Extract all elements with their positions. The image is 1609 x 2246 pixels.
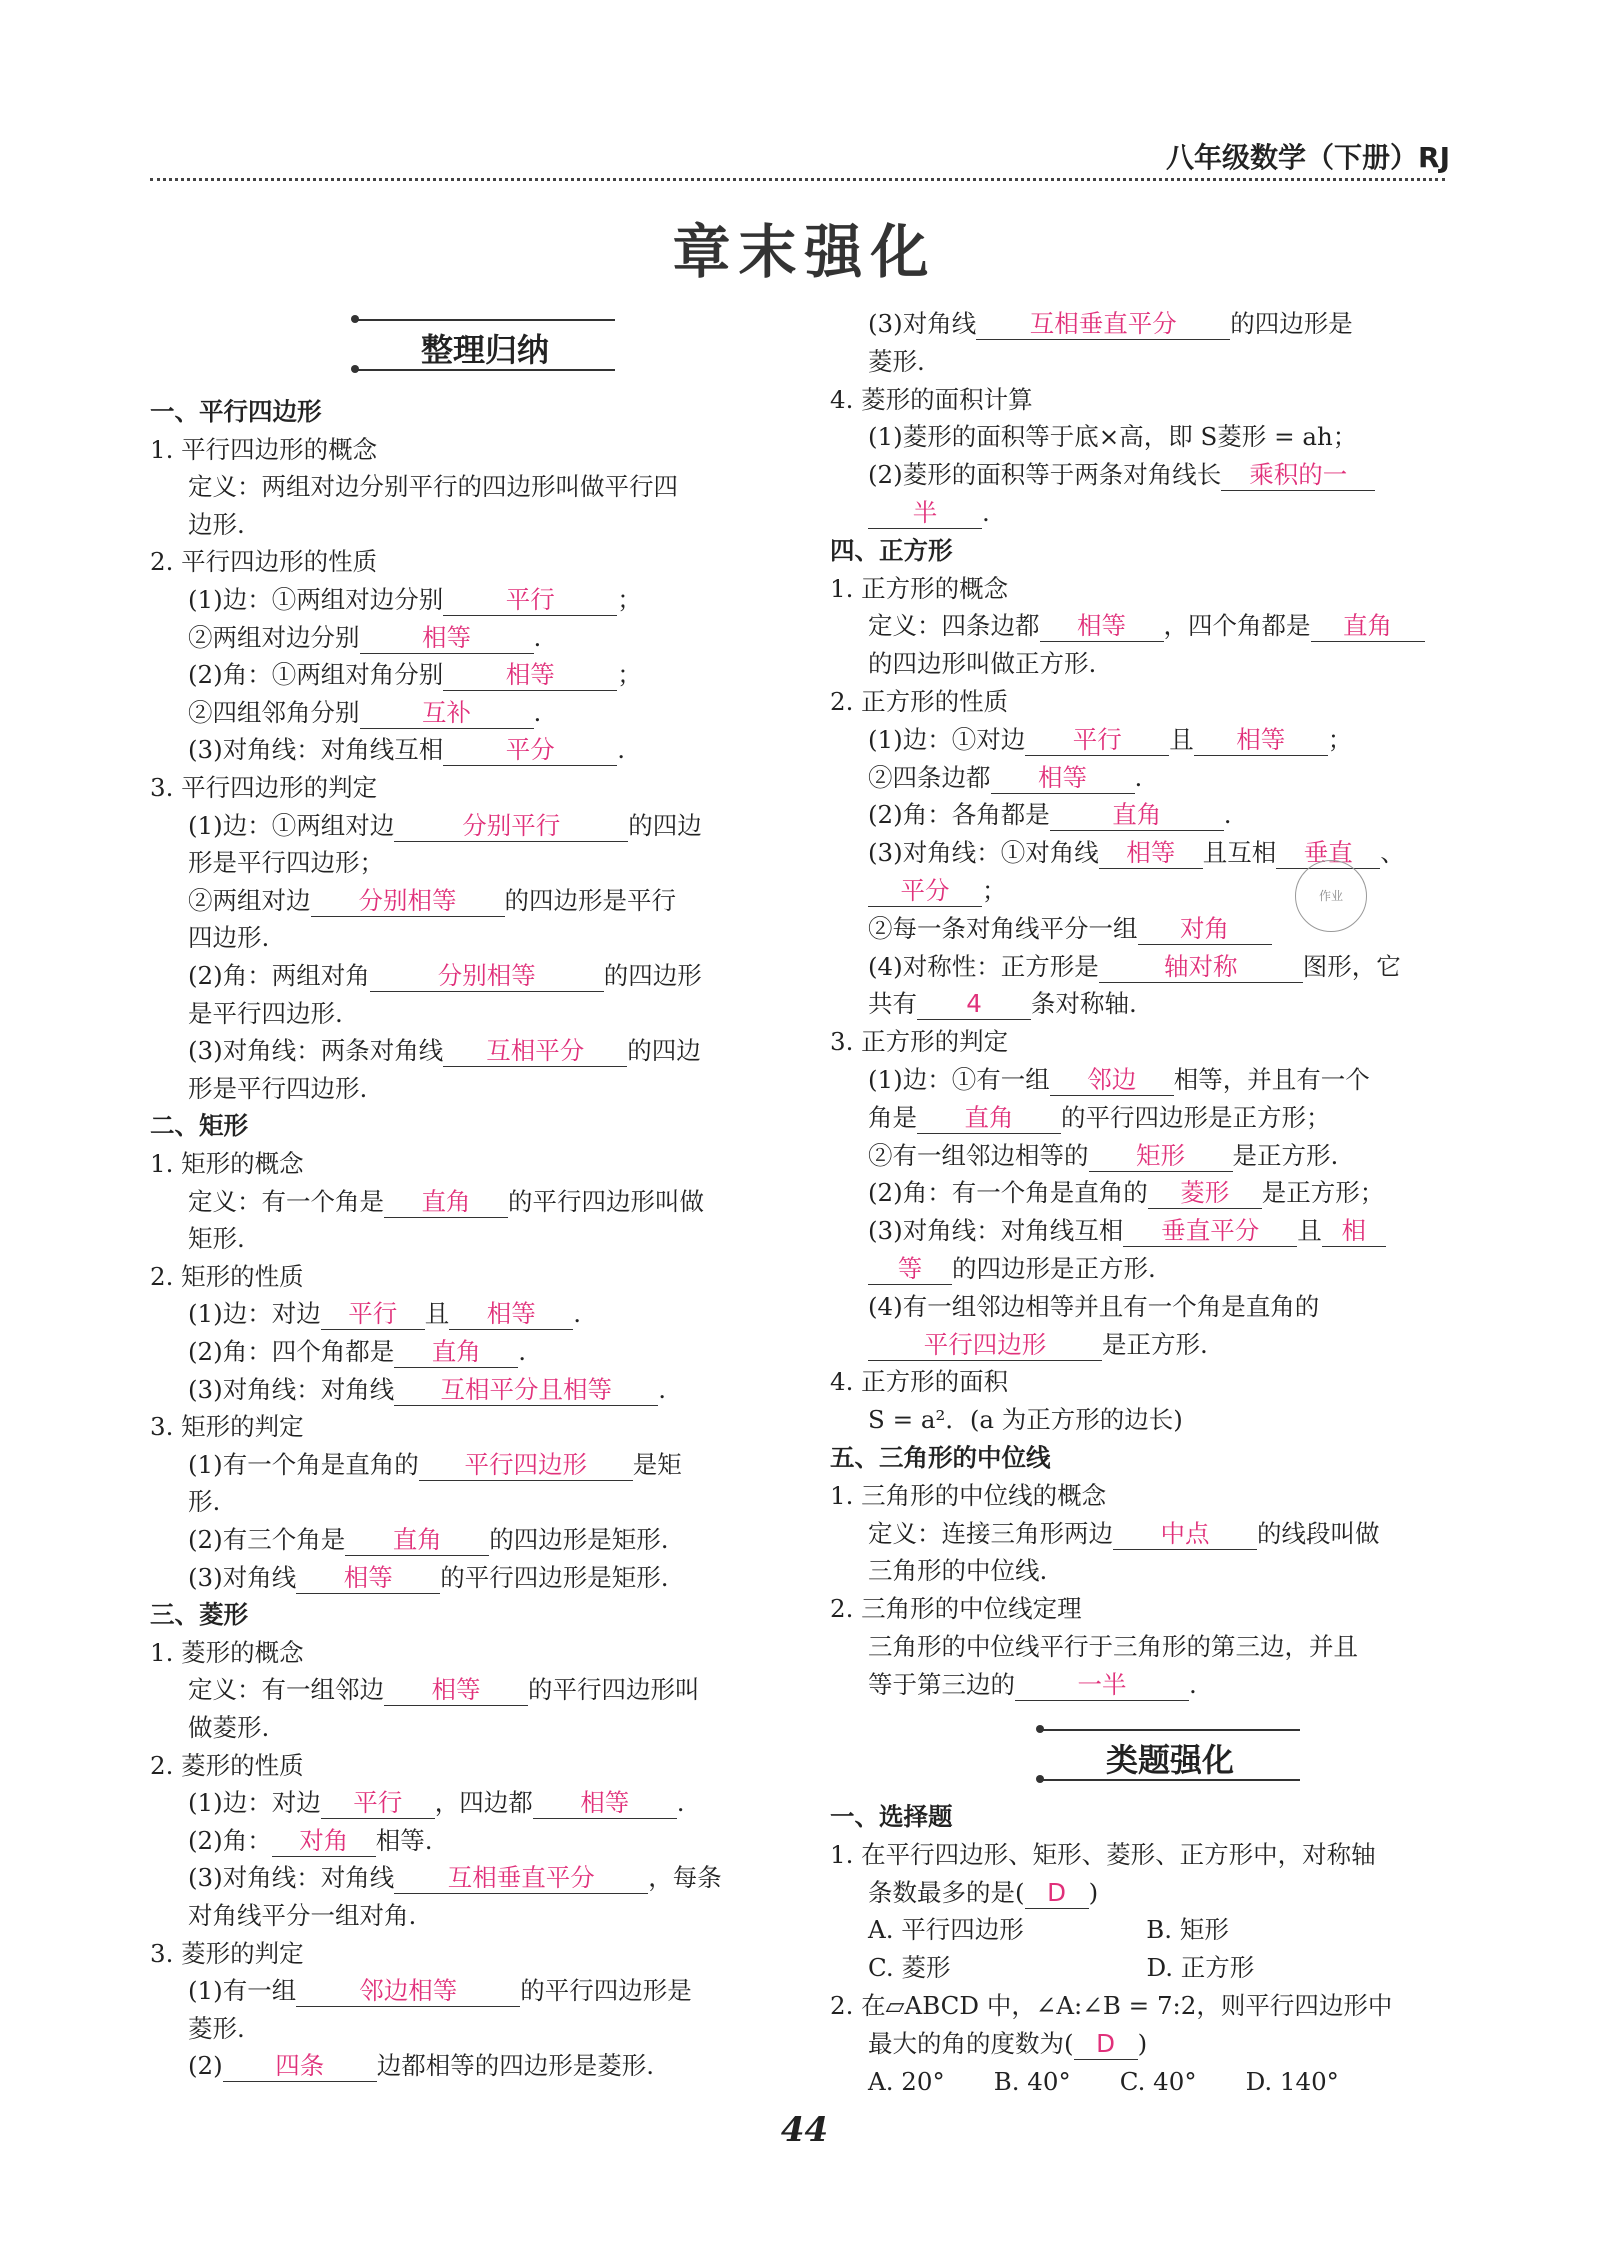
line-text: 3. 矩形的判定 xyxy=(150,1412,304,1442)
fill-blank-line xyxy=(150,884,676,918)
line-text: 二、矩形 xyxy=(150,1111,248,1141)
line-text: (2)菱形的面积等于两条对角线长 xyxy=(868,460,1222,490)
line-text: 一、选择题 xyxy=(830,1802,953,1831)
line-text: 2. 矩形的性质 xyxy=(150,1261,304,1291)
line-text: . xyxy=(518,1337,527,1366)
answer-blank: 平行四边形 xyxy=(868,1330,1102,1361)
line-text: 的四边 xyxy=(627,1036,701,1066)
line-text: 菱形. xyxy=(188,2013,245,2043)
answer-blank: 4 xyxy=(917,989,1031,1020)
line-text: . xyxy=(658,1374,667,1404)
line-text: . xyxy=(1134,762,1143,792)
line-text: ②四条边都 xyxy=(868,762,991,792)
line-text: (3)对角线：①对角线 xyxy=(868,838,1099,868)
fill-blank-line xyxy=(830,1517,1380,1551)
line-text: 的四边形是矩形. xyxy=(489,1525,669,1554)
section-heading xyxy=(830,1441,1051,1475)
line-text: (1)边：对边 xyxy=(188,1299,321,1329)
section-heading xyxy=(830,1800,953,1834)
answer-blank: 平分 xyxy=(443,735,617,766)
line-text: 的四边形叫做正方形. xyxy=(868,649,1097,679)
line-text: (2)角：各角都是 xyxy=(868,800,1050,830)
text-line xyxy=(150,771,377,805)
answer-blank: 互相垂直平分 xyxy=(394,1863,648,1894)
answer-blank: 相等 xyxy=(296,1563,440,1594)
fill-blank-line xyxy=(150,1373,666,1407)
fill-blank-line xyxy=(830,458,1375,492)
line-text: 形是平行四边形； xyxy=(188,848,384,878)
line-text: 且 xyxy=(424,1299,450,1329)
answer-blank: 直角 xyxy=(1050,800,1224,831)
text-line xyxy=(830,1554,1047,1588)
answer-blank: 互相平分且相等 xyxy=(394,1375,658,1406)
fill-blank-line xyxy=(830,1328,1208,1362)
text-line xyxy=(830,1479,1106,1513)
text-line xyxy=(830,647,1096,681)
line-text: (2)角：①两组对角分别 xyxy=(188,660,444,690)
answer-blank: 直角 xyxy=(917,1103,1061,1134)
line-text: 形是平行四边形. xyxy=(188,1073,368,1103)
line-text: ，四边都 xyxy=(434,1788,533,1818)
line-text: 1. 矩形的概念 xyxy=(150,1149,304,1178)
line-text: 五、三角形的中位线 xyxy=(830,1443,1051,1472)
text-line xyxy=(150,1072,367,1106)
line-text: 2. 平行四边形的性质 xyxy=(150,547,378,577)
line-text: 三、菱形 xyxy=(150,1600,248,1630)
line-text: (2)角：有一个角是直角的 xyxy=(868,1178,1148,1208)
fill-blank-line xyxy=(150,1034,701,1068)
text-line xyxy=(150,997,343,1031)
line-text: 4. 菱形的面积计算 xyxy=(830,384,1033,414)
fill-blank-line xyxy=(830,798,1232,832)
answer-blank: 对角 xyxy=(272,1826,376,1857)
line-text: 一、平行四边形 xyxy=(150,397,322,426)
line-text: 、 xyxy=(1380,838,1405,868)
line-text: 四、正方形 xyxy=(830,535,953,565)
answer-blank: D xyxy=(1074,2029,1138,2060)
text-line xyxy=(830,2065,1339,2099)
line-text: ； xyxy=(982,876,1007,905)
line-text: ； xyxy=(617,660,642,690)
line-text: 定义：两组对边分别平行的四边形叫做平行四 xyxy=(188,472,678,502)
text-line xyxy=(830,685,1008,719)
answer-blank: 四条 xyxy=(223,2051,377,2082)
line-text: 共有 xyxy=(868,989,917,1019)
line-text: 3. 正方形的判定 xyxy=(830,1027,1009,1057)
line-text: . xyxy=(1223,800,1232,830)
line-text: (3)对角线：对角线互相 xyxy=(188,735,444,765)
header-divider xyxy=(150,178,1445,181)
line-text: . xyxy=(573,1299,582,1329)
answer-blank: 互相垂直平分 xyxy=(976,309,1230,340)
line-text: (2) xyxy=(188,2051,223,2081)
answer-blank: 相等 xyxy=(1194,725,1328,756)
line-text: 的平行四边形是矩形. xyxy=(440,1562,669,1592)
line-text: 定义：有一个角是 xyxy=(188,1186,384,1216)
answer-blank: 邻边 xyxy=(1050,1065,1174,1096)
line-text: ②四组邻角分别 xyxy=(188,697,360,727)
line-text: (1)有一个角是直角的 xyxy=(188,1449,419,1479)
line-text: 且 xyxy=(1297,1216,1322,1246)
fill-blank-line xyxy=(830,761,1142,795)
answer-blank: 相等 xyxy=(1099,838,1203,869)
line-text: 对角线平分一组对角. xyxy=(188,1901,417,1930)
line-text: 的平行四边形是 xyxy=(520,1976,692,2006)
answer-blank: 相等 xyxy=(360,623,534,654)
book-header: 八年级数学（下册）RJ xyxy=(1166,141,1450,174)
line-text: ) xyxy=(1088,1877,1099,1907)
text-line xyxy=(150,1485,220,1519)
answer-blank: 互补 xyxy=(360,698,534,729)
line-text: 等于第三边的 xyxy=(868,1669,1015,1699)
answer-blank: 直角 xyxy=(1311,611,1425,642)
left-column xyxy=(150,395,790,2105)
text-line xyxy=(150,508,245,542)
answer-blank: 平行 xyxy=(1025,725,1169,756)
watermark-stamp: 作业 xyxy=(1295,860,1367,932)
fill-blank-line xyxy=(150,1297,581,1331)
fill-blank-line xyxy=(150,1448,682,1482)
answer-blank: 分别相等 xyxy=(311,886,505,917)
text-line xyxy=(150,1147,304,1181)
text-line xyxy=(830,383,1033,417)
line-text: 条对称轴. xyxy=(1031,989,1137,1019)
section-heading xyxy=(150,1598,248,1632)
answer-blank: 直角 xyxy=(345,1525,489,1556)
fill-blank-line xyxy=(150,1335,526,1369)
line-text: (2)有三个角是 xyxy=(188,1525,346,1554)
answer-blank: 垂直 xyxy=(1276,838,1380,869)
line-text: 2. 三角形的中位线定理 xyxy=(830,1594,1082,1624)
line-text: ②两组对边分别 xyxy=(188,622,360,652)
line-text: 1. 菱形的概念 xyxy=(150,1637,304,1667)
fill-blank-line xyxy=(830,609,1425,643)
line-text: 的平行四边形叫做 xyxy=(508,1186,704,1216)
fill-blank-line xyxy=(150,1673,700,1707)
line-text: 且互相 xyxy=(1202,838,1277,868)
line-text: ②每一条对角线平分一组 xyxy=(868,913,1138,943)
text-line xyxy=(830,1403,1183,1437)
line-text: ，每条 xyxy=(648,1863,722,1893)
fill-blank-line xyxy=(150,1974,692,2008)
text-line xyxy=(830,1290,1319,1324)
fill-blank-line xyxy=(150,696,541,730)
answer-blank: 半 xyxy=(868,498,982,529)
line-text: (4)对称性：正方形是 xyxy=(868,951,1099,981)
line-text: 4. 正方形的面积 xyxy=(830,1367,1009,1397)
answer-blank: 对角 xyxy=(1138,914,1272,945)
right-column xyxy=(830,307,1460,1712)
page-title: 章末强化 xyxy=(672,218,937,286)
line-text: 角是 xyxy=(868,1102,917,1132)
text-line xyxy=(150,1260,304,1294)
line-text: (3)对角线：两条对角线 xyxy=(188,1036,444,1066)
line-text: 的四边形是正方形. xyxy=(952,1254,1156,1283)
answer-blank: 轴对称 xyxy=(1099,952,1303,983)
line-text: 边形. xyxy=(188,509,245,539)
line-text: A. 20° B. 40° C. 40° D. 140° xyxy=(868,2066,1339,2096)
answer-blank: 等 xyxy=(868,1254,952,1285)
line-text: . xyxy=(1189,1669,1197,1699)
page-number: 44 xyxy=(780,2110,829,2150)
line-text: 且 xyxy=(1169,724,1194,754)
line-text: (1)边：①两组对边分别 xyxy=(188,585,444,614)
line-text: 四边形. xyxy=(188,923,270,953)
text-line xyxy=(150,470,678,504)
line-text: 相等. xyxy=(375,1825,433,1855)
line-text: ②两组对边 xyxy=(188,885,311,915)
fill-blank-line xyxy=(150,1561,669,1595)
line-text: 的平行四边形叫 xyxy=(528,1675,700,1705)
line-text: (3)对角线：对角线 xyxy=(188,1374,395,1404)
answer-blank: 平行 xyxy=(321,1299,425,1330)
line-text: 矩形. xyxy=(188,1224,245,1254)
text-line xyxy=(150,1222,245,1256)
fill-blank-line xyxy=(150,583,642,617)
line-text: (1)边：对边 xyxy=(188,1788,321,1818)
line-text: ； xyxy=(1327,724,1353,754)
line-text: 是正方形. xyxy=(1232,1140,1339,1170)
fill-blank-line xyxy=(150,1786,685,1820)
line-text: (3)对角线：对角线 xyxy=(188,1863,395,1893)
text-line xyxy=(150,1410,304,1444)
line-text: 是正方形. xyxy=(1102,1329,1208,1359)
line-text: C. 菱形 D. 正方形 xyxy=(868,1953,1255,1983)
line-text: . xyxy=(533,622,542,652)
answer-blank: 相 xyxy=(1322,1216,1386,1247)
line-text: (2)角：两组对角 xyxy=(188,961,370,990)
line-text: (1)有一组 xyxy=(188,1976,297,2006)
fill-blank-line xyxy=(830,912,1272,946)
fill-blank-line xyxy=(830,496,990,530)
fill-blank-line xyxy=(150,658,642,692)
text-line xyxy=(150,1711,269,1745)
line-text: (2)角： xyxy=(188,1825,272,1855)
answer-blank: 互相平分 xyxy=(443,1036,627,1067)
line-text: (1)边：①两组对边 xyxy=(188,810,395,840)
line-text: ②有一组邻边相等的 xyxy=(868,1140,1089,1170)
line-text: (4)有一组邻边相等并且有一个角是直角的 xyxy=(868,1291,1320,1321)
line-text: 的平行四边形是正方形； xyxy=(1061,1102,1331,1132)
line-text: ； xyxy=(617,585,642,614)
line-text: 相等，并且有一个 xyxy=(1173,1065,1370,1094)
line-text: 2. 正方形的性质 xyxy=(830,687,1009,716)
fill-blank-line xyxy=(830,307,1353,341)
text-line xyxy=(150,921,269,955)
fill-blank-line xyxy=(830,1101,1331,1135)
line-text: A. 平行四边形 B. 矩形 xyxy=(868,1915,1229,1945)
fill-blank-line xyxy=(830,1252,1156,1286)
text-line xyxy=(830,1025,1008,1059)
text-line xyxy=(150,1636,304,1670)
line-text: (1)菱形的面积等于底×高，即 S菱形 = ah； xyxy=(868,422,1358,452)
line-text: 图形，它 xyxy=(1302,951,1401,981)
text-line xyxy=(830,572,1008,606)
fill-blank-line xyxy=(150,2049,654,2083)
line-text: ) xyxy=(1137,2028,1148,2058)
fill-blank-line xyxy=(150,1523,669,1557)
line-text: . xyxy=(982,498,990,527)
fill-blank-line xyxy=(830,950,1401,984)
line-text: ，四个角都是 xyxy=(1163,611,1311,641)
fill-blank-line xyxy=(150,809,702,843)
answer-blank: 相等 xyxy=(384,1675,528,1706)
line-text: 是平行四边形. xyxy=(188,998,343,1028)
line-text: 是正方形； xyxy=(1261,1178,1385,1208)
fill-blank-line xyxy=(830,1668,1197,1702)
text-line xyxy=(150,1937,304,1971)
line-text: 的四边 xyxy=(628,810,702,840)
line-text: 条数最多的是( xyxy=(868,1877,1025,1907)
line-text: 定义：有一组邻边 xyxy=(188,1675,384,1705)
answer-blank: 平行 xyxy=(443,585,617,616)
line-text: (3)对角线：对角线互相 xyxy=(868,1216,1124,1246)
fill-blank-line xyxy=(830,1139,1338,1173)
line-text: (1)边：①有一组 xyxy=(868,1065,1050,1094)
answer-blank: 菱形 xyxy=(1148,1178,1262,1209)
fill-blank-line xyxy=(150,621,541,655)
line-text: 2. 菱形的性质 xyxy=(150,1750,304,1780)
fill-blank-line xyxy=(150,959,702,993)
line-text: (1)边：①对边 xyxy=(868,724,1026,754)
answer-blank: 分别平行 xyxy=(394,811,628,842)
section-banner-summary xyxy=(355,305,615,383)
text-line xyxy=(150,846,384,880)
section-heading xyxy=(150,395,322,429)
answer-blank: 中点 xyxy=(1113,1519,1257,1550)
fill-blank-line xyxy=(830,874,1007,908)
section-banner-exercises xyxy=(1040,1715,1300,1793)
answer-blank: 直角 xyxy=(384,1187,508,1218)
line-text: 的四边形 xyxy=(603,961,702,990)
text-line xyxy=(830,1592,1082,1626)
fill-blank-line xyxy=(150,733,625,767)
answer-blank: 相等 xyxy=(991,763,1135,794)
text-line xyxy=(830,1630,1358,1664)
text-line xyxy=(150,1749,304,1783)
banner-exercises-text: 类题强化 xyxy=(1105,1741,1234,1779)
answer-blank: 相等 xyxy=(1040,611,1164,642)
answer-blank: 分别相等 xyxy=(370,961,604,992)
line-text: 菱形. xyxy=(868,346,925,376)
text-line xyxy=(150,1899,416,1933)
section-heading xyxy=(830,534,953,568)
answer-blank: 平行四边形 xyxy=(419,1450,633,1481)
fill-blank-line xyxy=(830,1214,1386,1248)
line-text: S = a²．(a 为正方形的边长) xyxy=(868,1405,1183,1435)
line-text: 的四边形是 xyxy=(1230,309,1353,338)
text-line xyxy=(830,1365,1008,1399)
answer-blank: 相等 xyxy=(443,660,617,691)
answer-blank: 垂直平分 xyxy=(1123,1216,1297,1247)
text-line xyxy=(150,2012,245,2046)
answer-blank: 矩形 xyxy=(1089,1141,1233,1172)
line-text: 形. xyxy=(188,1487,221,1517)
line-text: 3. 菱形的判定 xyxy=(150,1938,304,1968)
text-line xyxy=(830,1838,1376,1872)
fill-blank-line xyxy=(830,2027,1147,2061)
fill-blank-line xyxy=(830,1876,1098,1910)
section-heading xyxy=(150,1109,248,1143)
line-text: 2. 在▱ABCD 中，∠A:∠B = 7:2，则平行四边形中 xyxy=(830,1991,1393,2020)
answer-blank: 平分 xyxy=(868,876,982,907)
answer-blank: 一半 xyxy=(1015,1670,1189,1701)
line-text: . xyxy=(676,1788,685,1818)
fill-blank-line xyxy=(150,1185,704,1219)
line-text: (3)对角线 xyxy=(188,1562,297,1592)
fill-blank-line xyxy=(150,1861,722,1895)
line-text: . xyxy=(617,735,626,765)
line-text: 1. 平行四边形的概念 xyxy=(150,434,378,464)
answer-blank: 平行 xyxy=(321,1788,435,1819)
line-text: (2)角：四个角都是 xyxy=(188,1337,395,1366)
banner-summary-text: 整理归纳 xyxy=(420,331,549,369)
answer-blank: 乘积的一 xyxy=(1221,460,1375,491)
line-text: 定义：连接三角形两边 xyxy=(868,1518,1113,1548)
text-line xyxy=(830,1989,1392,2023)
line-text: 三角形的中位线平行于三角形的第三边，并且 xyxy=(868,1632,1358,1661)
answer-blank: 直角 xyxy=(394,1337,518,1368)
text-line xyxy=(150,433,377,467)
line-text: 1. 在平行四边形、矩形、菱形、正方形中，对称轴 xyxy=(830,1839,1376,1869)
text-line xyxy=(830,420,1357,454)
text-line xyxy=(150,545,377,579)
line-text: 1. 三角形的中位线的概念 xyxy=(830,1480,1107,1510)
answer-blank: 相等 xyxy=(533,1788,677,1819)
line-text: 边都相等的四边形是菱形. xyxy=(376,2051,655,2081)
line-text: 3. 平行四边形的判定 xyxy=(150,773,378,802)
text-line xyxy=(830,345,925,379)
text-line xyxy=(830,1913,1229,1947)
line-text: (3)对角线 xyxy=(868,309,977,338)
line-text: 的四边形是平行 xyxy=(504,885,676,915)
line-text: 的线段叫做 xyxy=(1257,1518,1380,1548)
fill-blank-line xyxy=(830,1063,1370,1097)
line-text: 做菱形. xyxy=(188,1713,270,1742)
fill-blank-line xyxy=(150,1824,433,1858)
line-text: . xyxy=(533,697,542,727)
answer-blank: 相等 xyxy=(449,1299,573,1330)
answer-blank: D xyxy=(1025,1878,1089,1909)
line-text: 是矩 xyxy=(632,1449,682,1479)
answer-blank: 邻边相等 xyxy=(296,1976,520,2007)
line-text: 1. 正方形的概念 xyxy=(830,573,1009,603)
fill-blank-line xyxy=(830,723,1352,757)
fill-blank-line xyxy=(830,987,1137,1021)
line-text: 最大的角的度数为( xyxy=(868,2028,1074,2058)
line-text: 定义：四条边都 xyxy=(868,611,1040,641)
fill-blank-line xyxy=(830,1176,1384,1210)
exercise-column xyxy=(830,1800,1460,2100)
line-text: 三角形的中位线. xyxy=(868,1556,1048,1586)
text-line xyxy=(830,1951,1254,1985)
